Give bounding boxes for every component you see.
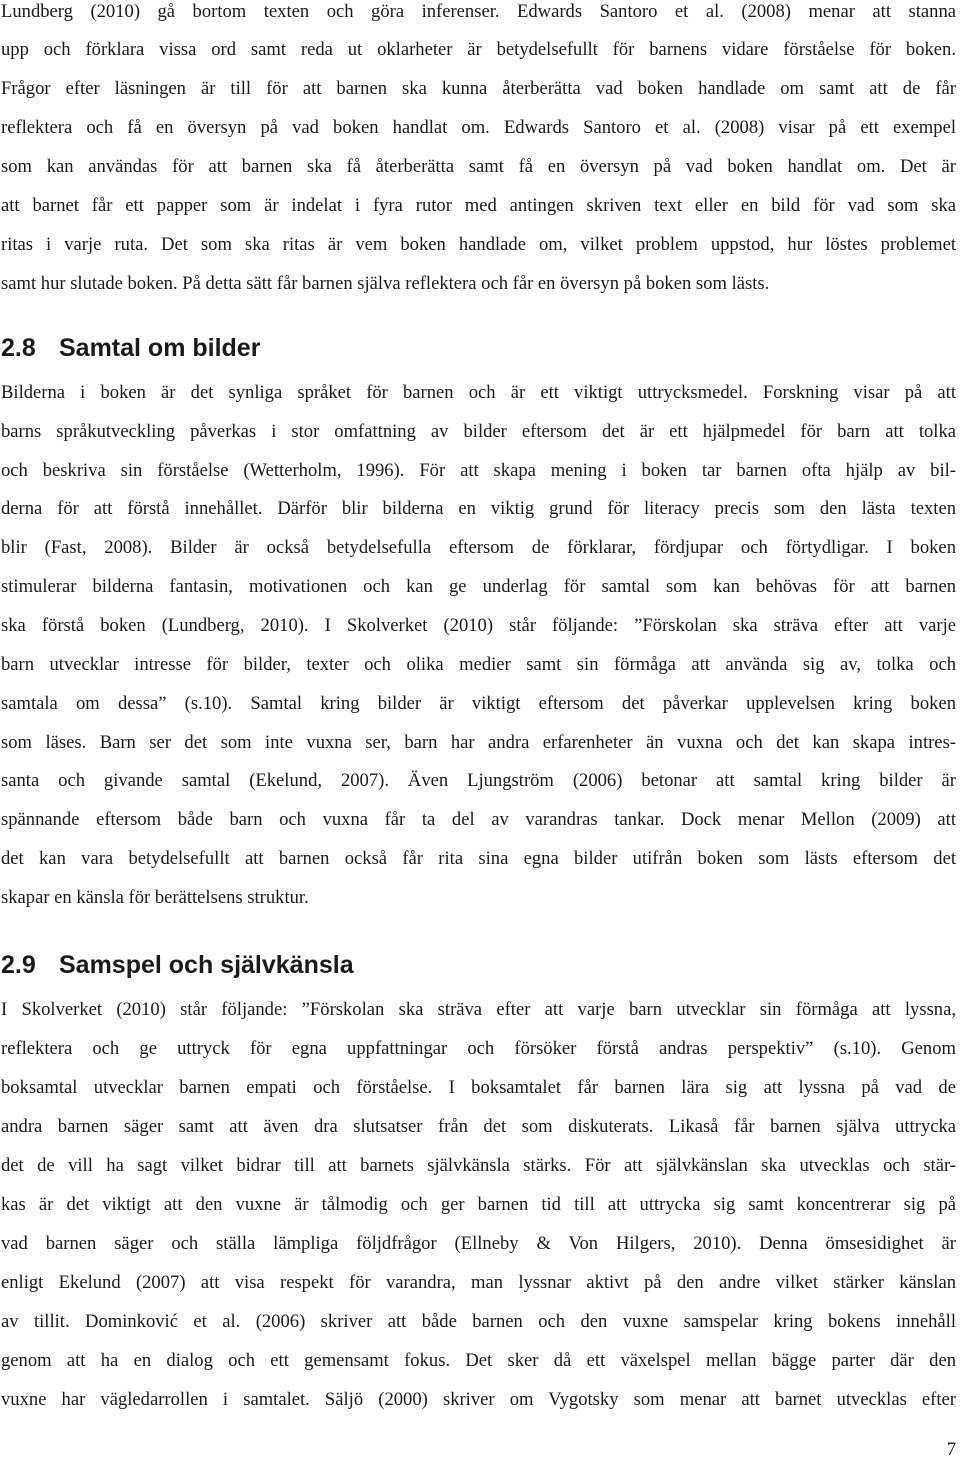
- text-line: I Skolverket (2010) står följande: ”Förskolan ska sträva efter att varje barn utvecklar sin förmåga att lyssna,: [1, 999, 956, 1020]
- text-line: av tillit. Dominković et al. (2006) skriver att både barnen och den vuxne samspelar kring bokens innehåll: [1, 1311, 956, 1332]
- text-line: spännande eftersom både barn och vuxna får ta del av varandras tankar. Dock menar Mellon (2009) att: [1, 809, 956, 830]
- text-line: stimulerar bilderna fantasin, motivationen och kan ge underlag för samtal som kan behövas för att barnen: [1, 576, 956, 597]
- text-line: reflektera och ge uttryck för egna uppfattningar och försöker förstå andras perspektiv” (s.10). Genom: [1, 1038, 956, 1059]
- text-line: genom att ha en dialog och ett gemensamt fokus. Det sker då ett växelspel mellan bägge parter där den: [1, 1350, 956, 1371]
- text-line: ritas i varje ruta. Det som ska ritas är vem boken handlade om, vilket problem uppstod, hur löstes problemet: [1, 234, 956, 255]
- section-title: Samspel och självkänsla: [59, 951, 354, 979]
- text-line: att barnet får ett papper som är indelat i fyra rutor med antingen skriven text eller en bild för vad som ska: [1, 195, 956, 216]
- text-line: barn utvecklar intresse för bilder, texter och olika medier samt sin förmåga att använda sig av, tolka och: [1, 654, 956, 675]
- text-line: vad barnen säger och ställa lämpliga följdfrågor (Ellneby & Von Hilgers, 2010). Denna ömsesidighet är: [1, 1233, 956, 1254]
- text-line: boksamtal utvecklar barnen empati och förståelse. I boksamtalet får barnen lära sig att lyssna på vad de: [1, 1077, 956, 1098]
- text-line: och beskriva sin förståelse (Wetterholm, 1996). För att skapa mening i boken tar barnen ofta hjälp av bil-: [1, 460, 956, 481]
- text-line: samtala om dessa” (s.10). Samtal kring bilder är viktigt eftersom det påverkar upplevelsen kring boken: [1, 693, 956, 714]
- text-line: barns språkutveckling påverkas i stor omfattning av bilder eftersom det är ett hjälpmedel för barn att tolka: [1, 421, 956, 442]
- text-line: skapar en känsla för berättelsens struktur.: [1, 887, 309, 908]
- text-line: reflektera och få en översyn på vad boken handlat om. Edwards Santoro et al. (2008) visar på ett exempel: [1, 117, 956, 138]
- section-heading-2-9: [1, 950, 354, 980]
- text-line: Lundberg (2010) gå bortom texten och göra inferenser. Edwards Santoro et al. (2008) menar att stanna: [1, 1, 956, 22]
- text-line: derna för att förstå innehållet. Därför blir bilderna en viktig grund för literacy precis som den lästa texten: [1, 498, 956, 519]
- text-line: som kan användas för att barnen ska få återberätta samt få en översyn på vad boken handlat om. Det är: [1, 156, 956, 177]
- text-line: ska förstå boken (Lundberg, 2010). I Skolverket (2010) står följande: ”Förskolan ska sträva efter att varje: [1, 615, 956, 636]
- text-line: Frågor efter läsningen är till för att barnen ska kunna återberätta vad boken handlade om samt att de får: [1, 78, 956, 99]
- section-number: 2.8: [1, 334, 36, 362]
- text-line: som läses. Barn ser det som inte vuxna ser, barn har andra erfarenheter än vuxna och det kan skapa intres-: [1, 732, 956, 753]
- text-line: andra barnen säger samt att även dra slutsatser från det som diskuterats. Likaså får barnen själva uttrycka: [1, 1116, 956, 1137]
- text-line: enligt Ekelund (2007) att visa respekt för varandra, man lyssnar aktivt på den andre vilket stärker känslan: [1, 1272, 956, 1293]
- text-line: blir (Fast, 2008). Bilder är också betydelsefulla eftersom de förklarar, fördjupar och förtydligar. I boken: [1, 537, 956, 558]
- text-line: vuxne har vägledarrollen i samtalet. Säljö (2000) skriver om Vygotsky som menar att barnet utvecklas efter: [1, 1389, 956, 1410]
- section-title: Samtal om bilder: [59, 334, 261, 362]
- text-line: det kan vara betydelsefullt att barnen också får rita sina egna bilder utifrån boken som lästs eftersom det: [1, 848, 956, 869]
- text-line: kas är det viktigt att den vuxne är tålmodig och ger barnen tid till att uttrycka sig samt koncentrerar sig på: [1, 1194, 956, 1215]
- text-line: upp och förklara vissa ord samt reda ut oklarheter är betydelsefullt för barnens vidare förståelse för boken.: [1, 39, 956, 60]
- page-number: 7: [946, 1439, 956, 1460]
- text-line: samt hur slutade boken. På detta sätt får barnen själva reflektera och får en översyn på boken som lästs.: [1, 273, 770, 294]
- text-line: Bilderna i boken är det synliga språket för barnen och är ett viktigt uttrycksmedel. Forskning visar på att: [1, 382, 956, 403]
- section-heading-2-8: [1, 333, 260, 363]
- text-line: det de vill ha sagt vilket bidrar till att barnets självkänsla stärks. För att självkänslan ska utvecklas och stär-: [1, 1155, 956, 1176]
- section-number: 2.9: [1, 951, 36, 979]
- text-line: santa och givande samtal (Ekelund, 2007). Även Ljungström (2006) betonar att samtal kring bilder är: [1, 770, 956, 791]
